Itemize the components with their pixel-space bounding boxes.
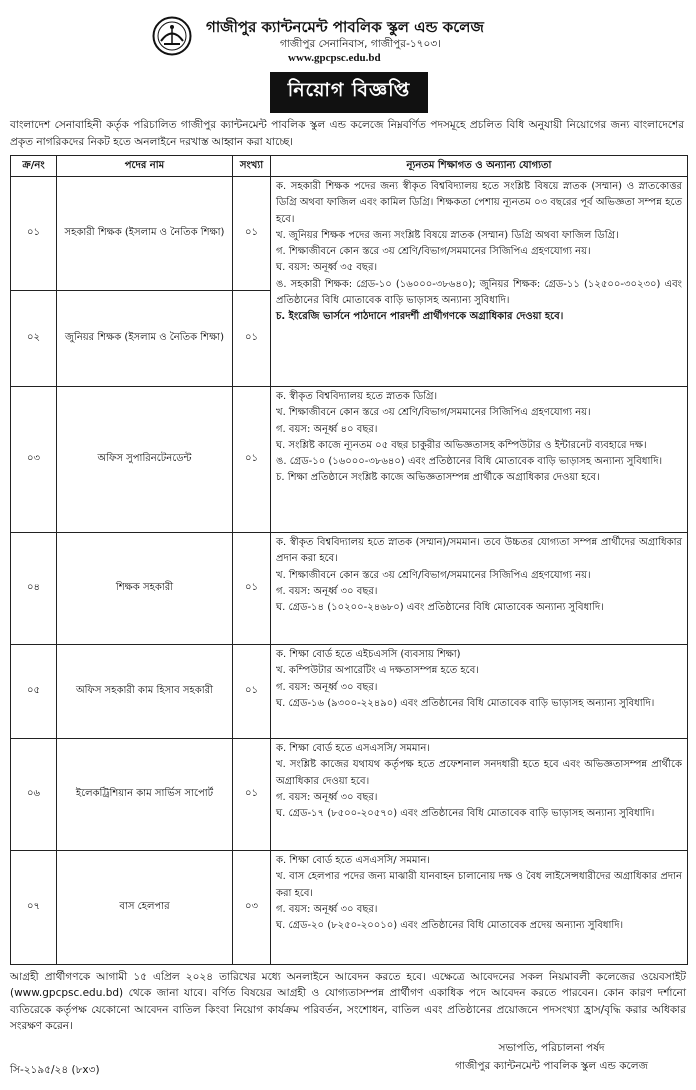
qualification-item: ঘ. গ্রেড-১৭ (৮৫০০-২০৫৭০) এবং প্রতিষ্ঠানের বিধি মোতাবেক বাড়ি ভাড়াসহ অন্যান্য সুবিধাদি। bbox=[276, 808, 655, 820]
school-address: গাজীপুর সেনানিবাস, গাজীপুর-১৭০৩। bbox=[280, 38, 441, 50]
header bbox=[10, 6, 688, 62]
count-cell: ০১ bbox=[233, 291, 271, 387]
qualification-item: গ. বয়স: অনূর্ধ্ব ৪০ বছর। bbox=[276, 423, 378, 435]
qualification-cell bbox=[271, 851, 688, 965]
qualification-item: ক. শিক্ষা বোর্ড হতে এসএসসি/ সমমান। bbox=[276, 855, 430, 866]
table-row bbox=[11, 177, 688, 291]
qualification-cell bbox=[271, 645, 688, 739]
signature-block bbox=[455, 1039, 648, 1075]
qualification-item: গ. শিক্ষাজীবনে কোন স্তরে ৩য় শ্রেণি/বিভাগ/সমমানের সিজিপিএ গ্রহণযোগ্য নয়। bbox=[276, 246, 591, 258]
table-row bbox=[11, 387, 688, 533]
qualification-item: খ. শিক্ষাজীবনে কোন স্তরে ৩য় শ্রেণি/বিভাগ/সমমানের সিজিপিএ গ্রহণযোগ্য নয়। bbox=[276, 407, 591, 419]
qualification-item: খ. শিক্ষাজীবনে কোন স্তরে ৩য় শ্রেণি/বিভাগ/সমমানের সিজিপিএ গ্রহণযোগ্য নয়। bbox=[276, 569, 591, 581]
qualification-item: ঙ. সহকারী শিক্ষক: গ্রেড-১০ (১৬০০০-৩৮৬৪০); জুনিয়র শিক্ষক: গ্রেড-১১ (১২৫০০-৩০২৩০) এবং প্রতিষ্ঠানের বিধি মোতাবেক বাড়ি ভাড়াসহ অন্যান্য সুবিধাদি। bbox=[276, 278, 682, 307]
vacancy-table bbox=[10, 155, 688, 965]
school-name: গাজীপুর ক্যান্টনমেন্ট পাবলিক স্কুল এন্ড কলেজ bbox=[206, 18, 484, 36]
qualification-item: খ. কম্পিউটার অপারেটিং এ দক্ষতাসম্পন্ন হতে হবে। bbox=[276, 665, 479, 677]
signature-area bbox=[10, 1035, 688, 1079]
qualification-item: ঙ. গ্রেড-১০ (১৬০০০-৩৮৬৪০) এবং প্রতিষ্ঠানের বিধি মোতাবেক বাড়ি ভাড়াসহ অন্যান্য সুবিধাদি। bbox=[276, 456, 663, 468]
qualification-item: খ. সংশ্লিষ্ট কাজের যথাযথ কর্তৃপক্ষ হতে প্রফেশনাল সনদধারী হতে হবে এবং অভিজ্ঞতাসম্পন্ন প্রার্থীকে অগ্রাধিকার দেওয়া হবে। bbox=[276, 759, 682, 787]
qualification-item: গ. বয়স: অনূর্ধ্ব ৩০ বছর। bbox=[276, 681, 378, 693]
qualification-item: গ. বয়স: অনূর্ধ্ব ৩০ বছর। bbox=[276, 903, 378, 915]
reference-number: সি-২১৯৫/২৪ (৮x৩) bbox=[10, 1063, 100, 1076]
post-cell: অফিস সুপারিনটেনডেন্ট bbox=[57, 387, 233, 533]
serial-cell: ০৩ bbox=[11, 387, 57, 533]
serial-cell: ০৭ bbox=[11, 851, 57, 965]
qualification-cell bbox=[271, 387, 688, 533]
post-cell: জুনিয়র শিক্ষক (ইসলাম ও নৈতিক শিক্ষা) bbox=[57, 291, 233, 387]
table-row bbox=[11, 533, 688, 645]
qualification-item: খ. জুনিয়র শিক্ষক পদের জন্য সংশ্লিষ্ট বিষয়ে স্নাতক (সম্মান) ডিগ্রি অথবা ফাজিল ডিগ্রি। bbox=[276, 229, 619, 241]
table-row bbox=[11, 739, 688, 851]
signatory-institution: গাজীপুর ক্যান্টনমেন্ট পাবলিক স্কুল এন্ড কলেজ bbox=[455, 1059, 648, 1072]
school-emblem-icon bbox=[152, 16, 192, 56]
table-row bbox=[11, 851, 688, 965]
post-cell: বাস হেলপার bbox=[57, 851, 233, 965]
count-cell: ০১ bbox=[233, 387, 271, 533]
serial-cell: ০৫ bbox=[11, 645, 57, 739]
intro-paragraph: বাংলাদেশ সেনাবাহিনী কর্তৃক পরিচালিত গাজীপুর ক্যান্টনমেন্ট পাবলিক স্কুল এন্ড কলেজে নিম্নবর্ণিত পদসমূহে প্রচলিত বিধি অনুযায়ী নিয়োগের জন্য বাংলাদেশের প্রকৃত নাগরিকদের নিকট হতে অনলাইনে দরখাস্ত আহ্বান করা যাচ্ছে। bbox=[10, 119, 684, 148]
table-header-row bbox=[11, 156, 688, 177]
qualification-item: খ. বাস হেলপার পদের জন্য মাঝারী যানবাহন চালানোয় দক্ষ ও বৈধ লাইসেন্সধারীদের অগ্রাধিকার প্রদান করা হবে। bbox=[276, 871, 682, 899]
qualification-item: ঘ. গ্রেড-২০ (৮২৫০-২০০১০) এবং প্রতিষ্ঠানের বিধি মোতাবেক প্রদেয় অন্যান্য সুবিধাদি। bbox=[276, 920, 624, 932]
school-website: www.gpcpsc.edu.bd bbox=[288, 52, 381, 64]
col-header-post: পদের নাম bbox=[57, 156, 233, 177]
col-header-qualification: ন্যূনতম শিক্ষাগত ও অন্যান্য যোগ্যতা bbox=[271, 156, 688, 177]
serial-cell: ০১ bbox=[11, 177, 57, 291]
post-cell: শিক্ষক সহকারী bbox=[57, 533, 233, 645]
qualification-item: ক. স্বীকৃত বিশ্ববিদ্যালয় হতে স্নাতক ডিগ্রি। bbox=[276, 391, 438, 402]
qualification-item: ক. সহকারী শিক্ষক পদের জন্য স্বীকৃত বিশ্ববিদ্যালয় হতে সংশ্লিষ্ট বিষয়ে স্নাতক (সম্মান) ও স্নাতকোত্তর ডিগ্রি অথবা ফাজিল এবং কামিল ডিগ্রি। শিক্ষকতা পেশায় ন্যূনতম ০৩ বছরের পূর্ব অভিজ্ঞতা সম্পন্ন হতে হবে। bbox=[276, 181, 682, 225]
qualification-item: গ. বয়স: অনূর্ধ্ব ৩০ বছর। bbox=[276, 791, 378, 803]
count-cell: ০১ bbox=[233, 645, 271, 739]
signatory-title: সভাপতি, পরিচালনা পর্ষদ bbox=[498, 1041, 605, 1054]
qualification-item: ক. স্বীকৃত বিশ্ববিদ্যালয় হতে স্নাতক (সম্মান)/সমমান। তবে উচ্চতর যোগ্যতা সম্পন্ন প্রার্থীদের অগ্রাধিকার প্রদান করা হবে। bbox=[276, 537, 682, 565]
qualification-item: ঘ. গ্রেড-১৪ (১০২০০-২৪৬৮০) এবং প্রতিষ্ঠানের বিধি মোতাবেক অন্যান্য সুবিধাদি। bbox=[276, 602, 604, 614]
post-cell: ইলেকট্রিশিয়ান কাম সার্ভিস সাপোর্ট bbox=[57, 739, 233, 851]
post-cell: অফিস সহকারী কাম হিসাব সহকারী bbox=[57, 645, 233, 739]
table-row bbox=[11, 645, 688, 739]
col-header-serial: ক্র/নং bbox=[11, 156, 57, 177]
serial-cell: ০৬ bbox=[11, 739, 57, 851]
qualification-item: চ. ইংরেজি ভার্সনে পাঠদানে পারদর্শী প্রার্থীগণকে অগ্রাধিকার দেওয়া হবে। bbox=[276, 311, 564, 323]
serial-cell: ০২ bbox=[11, 291, 57, 387]
count-cell: ০১ bbox=[233, 177, 271, 291]
qualification-item: চ. শিক্ষা প্রতিষ্ঠানে সংশ্লিষ্ট কাজে অভিজ্ঞতাসম্পন্ন প্রার্থীকে অগ্রাধিকার দেওয়া হবে। bbox=[276, 472, 600, 484]
count-cell: ০৩ bbox=[233, 851, 271, 965]
qualification-item: ক. শিক্ষা বোর্ড হতে এইচএসসি (ব্যবসায় শিক্ষা) bbox=[276, 649, 461, 660]
col-header-count: সংখ্যা bbox=[233, 156, 271, 177]
qualification-cell bbox=[271, 533, 688, 645]
post-cell: সহকারী শিক্ষক (ইসলাম ও নৈতিক শিক্ষা) bbox=[57, 177, 233, 291]
qualification-item: ঘ. বয়স: অনূর্ধ্ব ৩৫ বছর। bbox=[276, 262, 378, 274]
count-cell: ০১ bbox=[233, 739, 271, 851]
qualification-cell bbox=[271, 739, 688, 851]
footer-paragraph: আগ্রহী প্রার্থীগণকে আগামী ১৫ এপ্রিল ২০২৪ তারিখের মধ্যে অনলাইনে আবেদন করতে হবে। এক্ষেত্রে আবেদনের সকল নিয়মাবলী কলেজের ওয়েবসাইট (www.gpcpsc.edu.bd) থেকে জানা যাবে। বর্ণিত বিষয়ের আগ্রহী ও যোগ্যতাসম্পন্ন প্রার্থীগণ একাধিক পদে আবেদন করতে পারবেন। কোন কারণ দর্শানো ব্যতিরেকে কর্তৃপক্ষ যেকোনো আবেদন বাতিল কিংবা নিয়োগ কার্যক্রম পরিবর্তন, সংশোধন, বাতিল এবং প্রতিষ্ঠানের প্রয়োজনে পদসংখ্যা হ্রাস/বৃদ্ধি করার অধিকার সংরক্ষণ করেন। bbox=[10, 971, 686, 1033]
serial-cell: ০৪ bbox=[11, 533, 57, 645]
qualification-item: ঘ. গ্রেড-১৬ (৯৩০০-২২৪৯০) এবং প্রতিষ্ঠানের বিধি মোতাবেক বাড়ি ভাড়াসহ অন্যান্য সুবিধাদি। bbox=[276, 697, 655, 709]
qualification-item: ঘ. সংশ্লিষ্ট কাজে ন্যূনতম ০৫ বছর চাকুরীর অভিজ্ঞতাসহ কম্পিউটার ও ইন্টারনেট ব্যবহারে দক্ষ। bbox=[276, 439, 647, 451]
qualification-cell bbox=[271, 177, 688, 387]
qualification-item: গ. বয়স: অনূর্ধ্ব ৩০ বছর। bbox=[276, 585, 378, 597]
count-cell: ০১ bbox=[233, 533, 271, 645]
qualification-item: ক. শিক্ষা বোর্ড হতে এসএসসি/ সমমান। bbox=[276, 743, 430, 754]
notice-title: নিয়োগ বিজ্ঞপ্তি bbox=[270, 72, 428, 113]
